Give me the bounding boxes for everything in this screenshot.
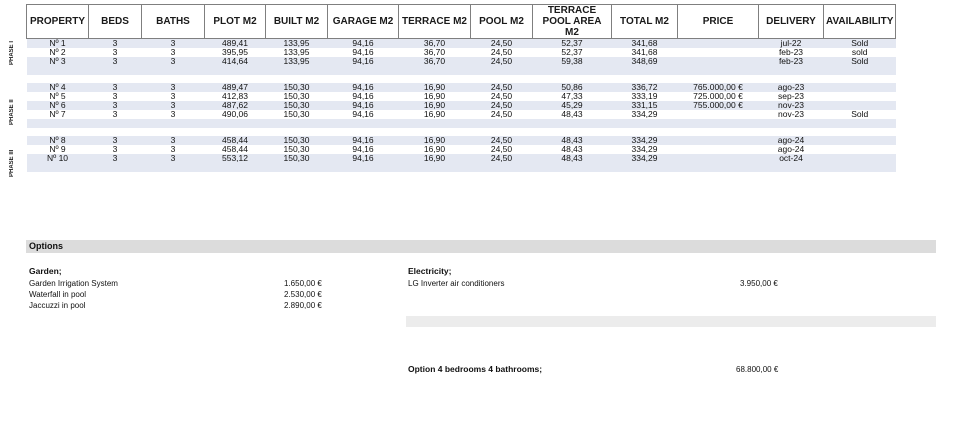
table-cell: 3 bbox=[142, 83, 205, 92]
table-cell bbox=[824, 92, 896, 101]
column-header: PRICE bbox=[678, 5, 759, 39]
table-cell: 489,41 bbox=[205, 39, 266, 49]
table-cell: 94,16 bbox=[352, 48, 374, 57]
table-cell: 150,30 bbox=[283, 145, 310, 154]
phase-label: PHASE II bbox=[9, 99, 15, 125]
table-cell: 50,86 bbox=[533, 83, 612, 92]
spacer-band bbox=[406, 316, 936, 327]
table-cell: Nº 2 bbox=[49, 48, 66, 57]
table-cell: feb-23 bbox=[778, 48, 804, 57]
header-row bbox=[27, 5, 896, 39]
table-cell: 553,12 bbox=[205, 154, 266, 163]
table-cell: 348,69 bbox=[612, 57, 678, 66]
table-cell: jul-22 bbox=[759, 39, 824, 49]
table-cell: 36,70 bbox=[423, 48, 446, 57]
table-cell: 333,19 bbox=[631, 92, 658, 101]
table-row bbox=[27, 145, 896, 154]
table-cell: 94,16 bbox=[328, 136, 399, 145]
table-cell: 45,29 bbox=[533, 101, 612, 110]
phase-label: PHASE III bbox=[9, 149, 15, 177]
spacer-row bbox=[27, 75, 896, 83]
table-cell: ago-24 bbox=[777, 145, 805, 154]
table-cell: 150,30 bbox=[283, 110, 310, 119]
table-cell: 24,50 bbox=[490, 110, 513, 119]
table-cell: nov-23 bbox=[759, 101, 824, 110]
table-cell: 36,70 bbox=[399, 39, 471, 49]
table-cell: Sold bbox=[824, 57, 896, 66]
table-cell: ago-24 bbox=[759, 136, 824, 145]
table-cell: 24,50 bbox=[471, 83, 533, 92]
table-cell: Sold bbox=[824, 39, 896, 49]
garden-option-label: Garden Irrigation System bbox=[29, 279, 118, 288]
table-cell: 725.000,00 € bbox=[693, 92, 743, 101]
table-cell: 336,72 bbox=[612, 83, 678, 92]
table-cell: Nº 4 bbox=[27, 83, 89, 92]
options-title: Options bbox=[29, 241, 63, 251]
table-cell: 3 bbox=[112, 145, 118, 154]
table-cell bbox=[678, 57, 759, 66]
table-cell bbox=[678, 154, 759, 163]
table-cell: 3 bbox=[170, 145, 176, 154]
table-row bbox=[27, 136, 896, 145]
table-cell: 52,37 bbox=[561, 48, 583, 57]
column-header: AVAILABILITY bbox=[824, 5, 896, 39]
table-cell: 94,16 bbox=[328, 154, 399, 163]
column-header: DELIVERY bbox=[759, 5, 824, 39]
table-cell: 3 bbox=[89, 136, 142, 145]
table-cell: 36,70 bbox=[399, 57, 471, 66]
table-cell bbox=[824, 101, 896, 110]
table-cell bbox=[824, 83, 896, 92]
table-row bbox=[27, 110, 896, 119]
table-cell: 47,33 bbox=[561, 92, 583, 101]
table-cell: 150,30 bbox=[266, 101, 328, 110]
electricity-title: Electricity; bbox=[408, 266, 452, 276]
table-cell: 3 bbox=[142, 57, 205, 66]
table-row bbox=[27, 154, 896, 163]
table-cell: 3 bbox=[142, 101, 205, 110]
table-cell: 331,15 bbox=[612, 101, 678, 110]
table-cell: 414,64 bbox=[205, 57, 266, 66]
garden-title: Garden; bbox=[29, 266, 62, 276]
table-cell: 489,47 bbox=[205, 83, 266, 92]
table-cell: 3 bbox=[112, 92, 118, 101]
table-cell bbox=[678, 136, 759, 145]
separator-band bbox=[27, 66, 896, 75]
table-cell: Nº 3 bbox=[27, 57, 89, 66]
table-cell: 412,83 bbox=[222, 92, 248, 101]
table-cell: 334,29 bbox=[631, 145, 658, 154]
column-header: TERRACE M2 bbox=[399, 5, 471, 39]
table-cell: 94,16 bbox=[328, 83, 399, 92]
table-cell: 24,50 bbox=[490, 48, 513, 57]
garden-option-label: Jaccuzzi in pool bbox=[29, 301, 86, 310]
column-header: PLOT M2 bbox=[205, 5, 266, 39]
table-cell: 24,50 bbox=[490, 145, 513, 154]
column-header: GARAGE M2 bbox=[328, 5, 399, 39]
table-cell: 3 bbox=[89, 57, 142, 66]
table-cell bbox=[678, 110, 759, 119]
table-cell: sold bbox=[851, 48, 868, 57]
table-cell: 490,06 bbox=[222, 110, 248, 119]
table-cell: 755.000,00 € bbox=[678, 101, 759, 110]
table-row bbox=[27, 92, 896, 101]
table-cell: Nº 10 bbox=[27, 154, 89, 163]
table-cell bbox=[678, 48, 759, 57]
table-cell: 94,16 bbox=[328, 57, 399, 66]
table-cell: 94,16 bbox=[328, 39, 399, 49]
table-cell: 16,90 bbox=[399, 101, 471, 110]
table-cell: Nº 8 bbox=[27, 136, 89, 145]
table-row bbox=[27, 39, 896, 49]
table-cell: 150,30 bbox=[283, 92, 310, 101]
column-header: BEDS bbox=[89, 5, 142, 39]
table-cell: 458,44 bbox=[205, 136, 266, 145]
table-cell: 94,16 bbox=[328, 101, 399, 110]
table-body bbox=[27, 39, 896, 173]
column-header: TERRACE POOL AREA M2 bbox=[533, 5, 612, 39]
table-cell: 150,30 bbox=[266, 154, 328, 163]
table-cell: Nº 5 bbox=[49, 92, 66, 101]
electricity-option-price: 3.950,00 € bbox=[740, 279, 778, 288]
table-cell: 48,43 bbox=[533, 154, 612, 163]
table-cell bbox=[824, 136, 896, 145]
bedrooms-option-price: 68.800,00 € bbox=[736, 365, 779, 374]
table-cell: 59,38 bbox=[533, 57, 612, 66]
table-cell: 150,30 bbox=[266, 136, 328, 145]
table-cell: 133,95 bbox=[266, 39, 328, 49]
table-row bbox=[27, 48, 896, 57]
garden-option-price: 1.650,00 € bbox=[284, 279, 322, 288]
table-cell: 48,43 bbox=[561, 110, 583, 119]
table-cell: 16,90 bbox=[423, 110, 446, 119]
table-row bbox=[27, 101, 896, 110]
table-cell: 24,50 bbox=[471, 57, 533, 66]
table-cell: 16,90 bbox=[423, 92, 446, 101]
column-header: TOTAL M2 bbox=[612, 5, 678, 39]
table-cell: 3 bbox=[89, 83, 142, 92]
phase-label: PHASE I bbox=[9, 41, 15, 66]
table-cell: 3 bbox=[112, 48, 118, 57]
garden-option-label: Waterfall in pool bbox=[29, 290, 87, 299]
table-cell: 3 bbox=[89, 101, 142, 110]
table-cell: 334,29 bbox=[612, 136, 678, 145]
table-cell bbox=[678, 39, 759, 49]
table-cell: feb-23 bbox=[759, 57, 824, 66]
column-header: POOL M2 bbox=[471, 5, 533, 39]
table-cell: nov-23 bbox=[778, 110, 804, 119]
table-cell: 3 bbox=[112, 110, 118, 119]
table-cell: oct-24 bbox=[759, 154, 824, 163]
table-cell: 395,95 bbox=[222, 48, 248, 57]
table-cell bbox=[824, 145, 896, 154]
table-cell: 458,44 bbox=[222, 145, 248, 154]
table-cell: 341,68 bbox=[612, 39, 678, 49]
table-cell: 3 bbox=[142, 39, 205, 49]
garden-option-price: 2.890,00 € bbox=[284, 301, 322, 310]
table-cell: 3 bbox=[142, 154, 205, 163]
table-cell: 24,50 bbox=[471, 154, 533, 163]
table-cell: Nº 1 bbox=[27, 39, 89, 49]
table-cell: Nº 6 bbox=[27, 101, 89, 110]
garden-option-price: 2.530,00 € bbox=[284, 290, 322, 299]
spacer-row bbox=[27, 128, 896, 136]
table-cell: 341,68 bbox=[631, 48, 658, 57]
table-cell: 94,16 bbox=[352, 145, 374, 154]
table-cell: 94,16 bbox=[352, 92, 374, 101]
table-cell: 24,50 bbox=[471, 39, 533, 49]
table-cell: 3 bbox=[170, 48, 176, 57]
table-cell: 48,43 bbox=[561, 145, 583, 154]
table-cell: 52,37 bbox=[533, 39, 612, 49]
electricity-option-label: LG Inverter air conditioners bbox=[408, 279, 505, 288]
column-header: BATHS bbox=[142, 5, 205, 39]
table-cell: 3 bbox=[89, 154, 142, 163]
table-cell: 334,29 bbox=[631, 110, 658, 119]
table-row bbox=[27, 83, 896, 92]
table-cell: 24,50 bbox=[471, 101, 533, 110]
table-cell: 94,16 bbox=[352, 110, 374, 119]
table-cell: 16,90 bbox=[399, 154, 471, 163]
table-cell bbox=[824, 154, 896, 163]
table-cell bbox=[678, 145, 759, 154]
table-cell: 133,95 bbox=[283, 48, 310, 57]
table-cell: 16,90 bbox=[423, 145, 446, 154]
table-cell: 16,90 bbox=[399, 83, 471, 92]
table-cell: 3 bbox=[170, 110, 176, 119]
properties-table bbox=[26, 4, 896, 172]
table-cell: 765.000,00 € bbox=[678, 83, 759, 92]
separator-band bbox=[27, 163, 896, 172]
table-cell: Nº 7 bbox=[49, 110, 66, 119]
table-cell: Nº 9 bbox=[49, 145, 66, 154]
table-cell: 48,43 bbox=[533, 136, 612, 145]
column-header: PROPERTY bbox=[27, 5, 89, 39]
table-cell: 3 bbox=[170, 92, 176, 101]
bedrooms-option-label: Option 4 bedrooms 4 bathrooms; bbox=[408, 364, 543, 374]
table-cell: ago-23 bbox=[759, 83, 824, 92]
separator-band bbox=[27, 119, 896, 128]
table-cell: 487,62 bbox=[205, 101, 266, 110]
table-cell: sep-23 bbox=[778, 92, 804, 101]
table-cell: 150,30 bbox=[266, 83, 328, 92]
table-cell: 334,29 bbox=[612, 154, 678, 163]
table-cell: 24,50 bbox=[490, 92, 513, 101]
table-cell: Sold bbox=[851, 110, 869, 119]
table-cell: 16,90 bbox=[399, 136, 471, 145]
table-cell: 24,50 bbox=[471, 136, 533, 145]
table-row bbox=[27, 57, 896, 66]
column-header: BUILT M2 bbox=[266, 5, 328, 39]
table-cell: 3 bbox=[142, 136, 205, 145]
options-section-header bbox=[26, 240, 936, 253]
table-cell: 133,95 bbox=[266, 57, 328, 66]
table-cell: 3 bbox=[89, 39, 142, 49]
